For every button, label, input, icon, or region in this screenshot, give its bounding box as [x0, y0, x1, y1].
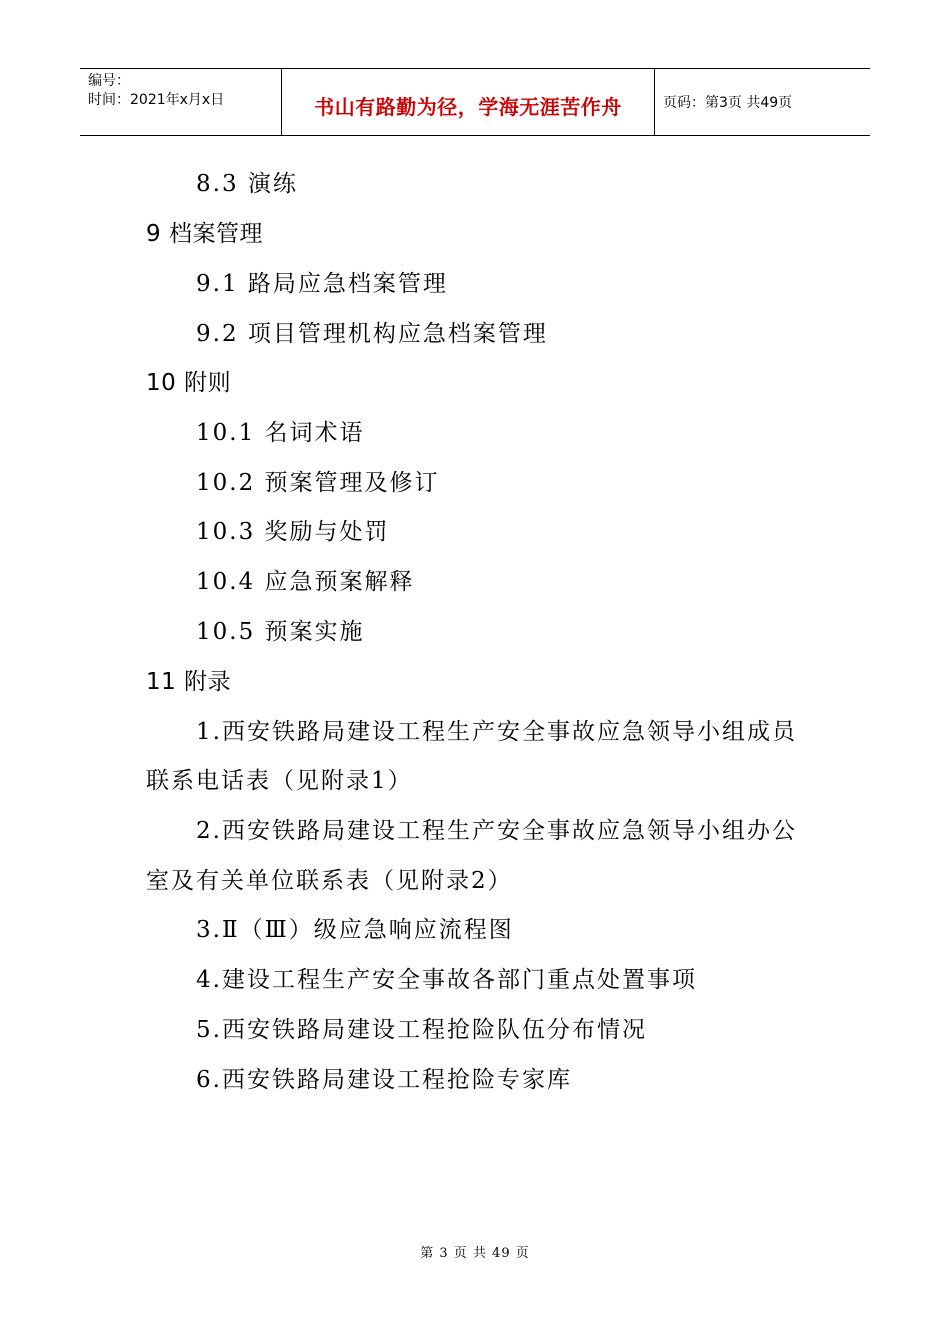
header-motto-cell [282, 69, 655, 135]
document-time-label: 时间：2021年x月x日 [88, 92, 225, 108]
toc-item-10-5: 10.5 预案实施 [196, 619, 365, 645]
toc-heading-11: 11 附录 [146, 669, 232, 695]
toc-item-9-1: 9.1 路局应急档案管理 [196, 271, 448, 297]
document-header [80, 68, 870, 136]
toc-heading-10: 10 附则 [146, 370, 232, 396]
appendix-item-2-line-1: 2.西安铁路局建设工程生产安全事故应急领导小组办公 [196, 818, 797, 844]
toc-item-9-2: 9.2 项目管理机构应急档案管理 [196, 321, 548, 347]
toc-heading-9: 9 档案管理 [146, 221, 263, 247]
appendix-item-1-line-2: 联系电话表（见附录1） [146, 768, 413, 794]
appendix-item-5: 5.西安铁路局建设工程抢险队伍分布情况 [196, 1017, 647, 1043]
appendix-item-6: 6.西安铁路局建设工程抢险专家库 [196, 1067, 572, 1093]
toc-item-10-2: 10.2 预案管理及修订 [196, 470, 440, 496]
appendix-item-1-line-1: 1.西安铁路局建设工程生产安全事故应急领导小组成员 [196, 719, 797, 745]
appendix-item-4: 4.建设工程生产安全事故各部门重点处置事项 [196, 967, 697, 993]
header-motto: 书山有路勤为径，学海无涯苦作舟 [314, 95, 622, 119]
toc-item-10-1: 10.1 名词术语 [196, 420, 365, 446]
toc-item-10-4: 10.4 应急预案解释 [196, 569, 415, 595]
page-footer: 第 3 页 共 49 页 [420, 1246, 530, 1261]
header-page-label: 页码：第3页 共49页 [663, 95, 793, 111]
header-page-cell [655, 69, 870, 135]
document-number-label: 编号： [88, 73, 130, 89]
appendix-item-2-line-2: 室及有关单位联系表（见附录2） [146, 868, 513, 894]
toc-item-8-3: 8.3 演练 [196, 171, 298, 197]
appendix-item-3: 3.Ⅱ（Ⅲ）级应急响应流程图 [196, 917, 514, 943]
header-left-cell [80, 69, 282, 135]
toc-item-10-3: 10.3 奖励与处罚 [196, 519, 390, 545]
